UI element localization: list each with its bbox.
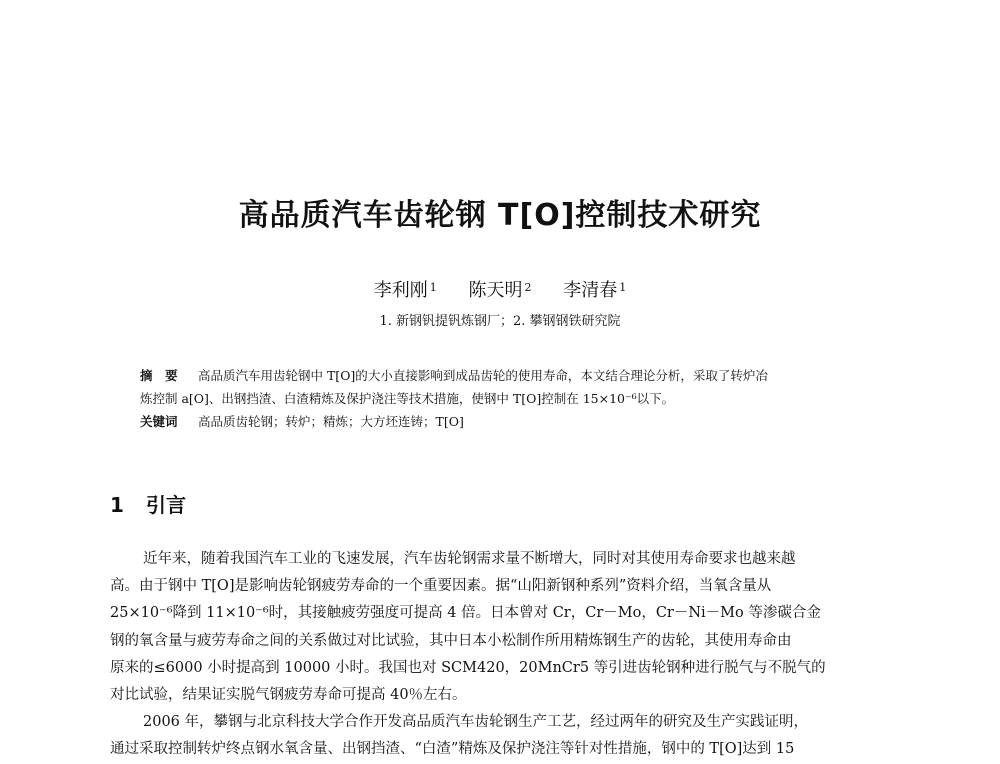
abstract-text: 高品质汽车用齿轮钢中 T[O]的大小直接影响到成品齿轮的使用寿命，本文结合理论分析，采取了转炉冶 [198, 368, 768, 383]
body-line: 通过采取控制转炉终点钢水氧含量、出钢挡渣、“白渣”精炼及保护浇注等针对性措施，钢中的 T[O]达到 15 [110, 741, 795, 758]
author [374, 278, 437, 304]
abstract-line [140, 364, 880, 387]
body-line: 高。由于钢中 T[O]是影响齿轮钢疲劳寿命的一个重要因素。据“山阳新钢种系列”资料介绍，当氧含量从 [110, 578, 772, 595]
keywords-label: 关键词 [140, 414, 178, 429]
abstract-line [140, 387, 880, 410]
keywords-text: 高品质齿轮钢；转炉；精炼；大方坯连铸；T[O] [198, 414, 464, 429]
author-name: 李清春 [563, 280, 618, 301]
author-affiliation-mark: 2 [524, 281, 532, 294]
body-line: 25×10⁻⁶降到 11×10⁻⁶时，其接触疲劳强度可提高 4 倍。日本曾对 Cr，Cr－Mo，Cr－Ni－Mo 等渗碳合金 [110, 605, 821, 622]
abstract-label: 摘 要 [140, 368, 178, 383]
affiliation: 1. 新钢钒提钒炼钢厂；2. 攀钢钢铁研究院 [379, 314, 621, 329]
author-list [0, 278, 1000, 304]
body-text [110, 546, 906, 764]
section-number: 1 [110, 493, 124, 517]
body-line: 原来的≤6000 小时提高到 10000 小时。我国也对 SCM420，20MnCr5 等引进齿轮钢种进行脱气与不脱气的 [110, 659, 826, 676]
author [469, 278, 532, 304]
body-line: 对比试验，结果证实脱气钢疲劳寿命可提高 40％左右。 [110, 687, 467, 704]
paper-title: 高品质汽车齿轮钢 T[O]控制技术研究 [238, 198, 762, 233]
body-line: 2006 年，攀钢与北京科技大学合作开发高品质汽车齿轮钢生产工艺，经过两年的研究及生产实践证明， [143, 714, 809, 731]
abstract [140, 364, 880, 433]
author-affiliation-mark: 1 [619, 281, 627, 294]
section-heading [110, 490, 186, 520]
section-title: 引言 [146, 493, 186, 517]
body-line: 近年来，随着我国汽车工业的飞速发展，汽车齿轮钢需求量不断增大，同时对其使用寿命要求也越来越 [143, 551, 796, 567]
keywords-line [140, 410, 880, 433]
author [563, 278, 626, 304]
author-affiliation-mark: 1 [429, 281, 437, 294]
author-name: 李利刚 [373, 280, 428, 301]
abstract-text: 炼控制 a[O]、出钢挡渣、白渣精炼及保护浇注等技术措施，使钢中 T[O]控制在 15×10⁻⁶以下。 [140, 391, 675, 406]
body-line: 钢的氧含量与疲劳寿命之间的关系做过对比试验，其中日本小松制作所用精炼钢生产的齿轮，其使用寿命由 [110, 632, 792, 649]
author-name: 陈天明 [468, 280, 523, 301]
